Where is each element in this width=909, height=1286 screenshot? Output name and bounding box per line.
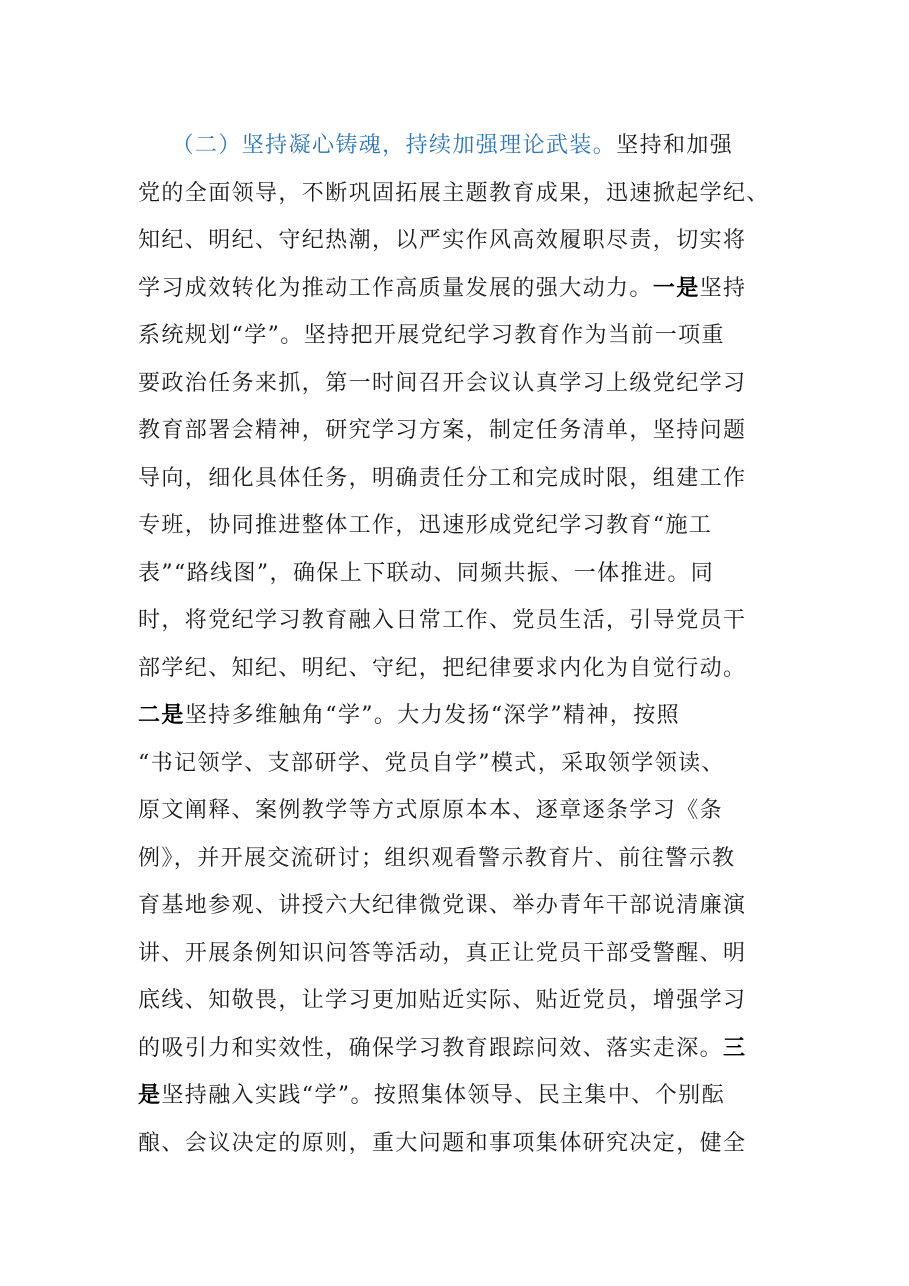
document-line: [138, 265, 778, 313]
body-text: 讲、开展条例知识问答等活动，真正让党员干部受警醒、明: [138, 940, 747, 966]
body-text: 学习成效转化为推动工作高质量发展的强大动力。: [138, 275, 653, 301]
document-line: [138, 122, 778, 170]
body-text: 系统规划“学”。坚持把开展党纪学习教育作为当前一项重: [138, 323, 725, 348]
bold-marker: 二是: [138, 702, 185, 728]
body-text: 酿、会议决定的原则，重大问题和事项集体研究决定，健全: [138, 1130, 747, 1156]
document-line: [138, 740, 778, 788]
document-line: [138, 977, 778, 1025]
body-text: 底线、知敬畏，让学习更加贴近实际、贴近党员，增强学习: [138, 988, 747, 1013]
document-line: [138, 645, 778, 693]
document-line: [138, 360, 778, 408]
document-line: [138, 597, 778, 645]
body-text: 要政治任务来抓，第一时间召开会议认真学习上级党纪学习: [138, 370, 747, 396]
bold-marker: 一是: [652, 274, 700, 301]
document-line: [138, 692, 778, 740]
body-text: 知纪、明纪、守纪热潮，以严实作风高效履职尽责，切实将: [138, 228, 747, 253]
body-text: 时，将党纪学习教育融入日常工作、党员生活，引导党员干: [138, 608, 747, 633]
body-text: 的吸引力和实效性，确保学习教育跟踪问效、落实走深。: [138, 1035, 724, 1061]
section-heading: （二）坚持凝心铸魂，持续加强理论武装。: [138, 133, 617, 158]
bold-marker: 是: [138, 1082, 162, 1108]
body-text: 坚持融入实践“学”。按照集体领导、民主集中、个别酝: [161, 1083, 725, 1108]
document-line: [138, 930, 778, 978]
document-body: [138, 122, 778, 1167]
document-line: [138, 217, 778, 265]
body-text: 导向，细化具体任务，明确责任分工和完成时限，组建工作: [138, 465, 747, 491]
document-line: [138, 550, 778, 598]
body-text: 育基地参观、讲授六大纪律微党课、举办青年干部说清廉演: [138, 893, 747, 918]
document-line: [138, 312, 778, 360]
document-line: [138, 835, 778, 883]
document-line: [138, 787, 778, 835]
document-line: [138, 1072, 778, 1120]
body-text: 坚持: [699, 275, 747, 301]
document-line: [138, 455, 778, 503]
document-line: [138, 1120, 778, 1168]
document-line: [138, 170, 778, 218]
body-text: 部学纪、知纪、明纪、守纪，把纪律要求内化为自觉行动。: [138, 655, 747, 681]
bold-marker: 三: [723, 1034, 747, 1061]
document-line: [138, 407, 778, 455]
body-text: 表”“路线图”，确保上下联动、同频共振、一体推进。同: [138, 560, 715, 586]
body-text: 坚持和加强: [616, 133, 734, 158]
body-text: 专班，协同推进整体工作，迅速形成党纪学习教育“施工: [138, 513, 713, 538]
document-line: [138, 502, 778, 550]
body-text: 原文阐释、案例教学等方式原原本本、逐章逐条学习《条: [138, 798, 724, 823]
document-line: [138, 1025, 778, 1073]
body-text: 坚持多维触角“学”。大力发扬“深学”精神，按照: [184, 703, 681, 728]
body-text: 党的全面领导，不断巩固拓展主题教育成果，迅速掀起学纪、: [138, 180, 770, 206]
body-text: 教育部署会精神，研究学习方案，制定任务清单，坚持问题: [138, 418, 747, 443]
body-text: “书记领学、支部研学、党员自学”模式，采取领学领读、: [138, 750, 725, 776]
document-line: [138, 882, 778, 930]
body-text: 例》，并开展交流研讨；组织观看警示教育片、前往警示教: [138, 845, 736, 871]
